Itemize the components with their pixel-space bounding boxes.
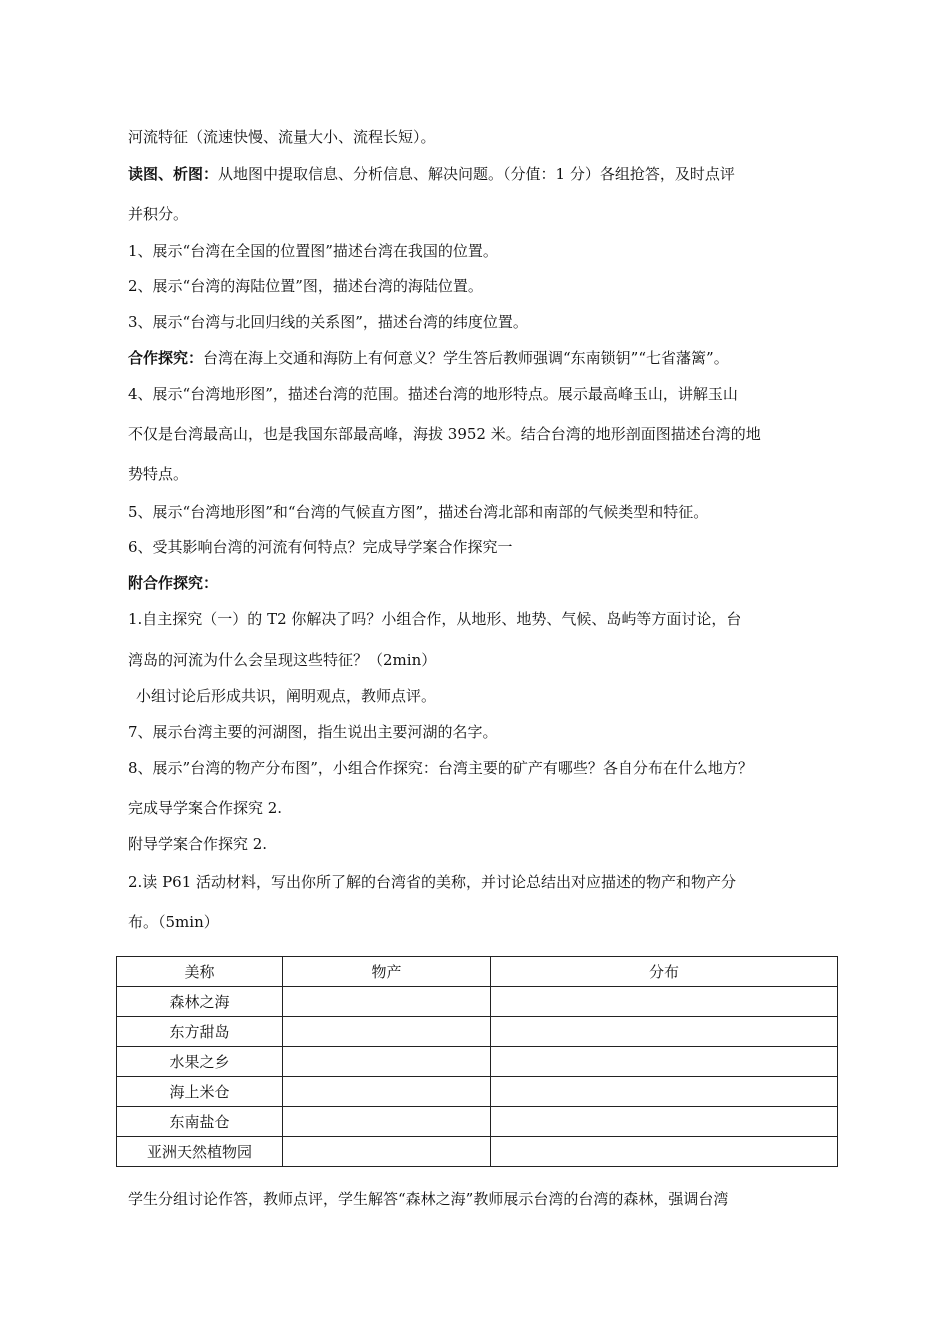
table-header-cell: 物产 xyxy=(283,957,491,987)
table-cell: 森林之海 xyxy=(117,987,283,1017)
nickname-table xyxy=(116,956,838,1167)
table-cell xyxy=(283,1077,491,1107)
table-cell xyxy=(283,1107,491,1137)
text-line: 并积分。 xyxy=(128,205,189,223)
text-line: 7、展示台湾主要的河湖图，指生说出主要河湖的名字。 xyxy=(128,723,498,741)
table-cell xyxy=(283,1047,491,1077)
heading-attached-inquiry: 附合作探究： xyxy=(128,574,219,592)
table-cell xyxy=(283,1017,491,1047)
table-cell xyxy=(491,1047,838,1077)
text-line: 读图、析图：从地图中提取信息、分析信息、解决问题。（分值：1 分）各组抢答，及时点评 xyxy=(128,165,735,183)
table-cell xyxy=(283,1137,491,1167)
text-line: 1、展示“台湾在全国的位置图”描述台湾在我国的位置。 xyxy=(128,242,498,260)
text-line: 湾岛的河流为什么会呈现这些特征？（2min） xyxy=(128,651,437,669)
table-cell xyxy=(491,1077,838,1107)
table-header-row xyxy=(117,957,838,987)
table-row xyxy=(117,1077,838,1107)
table-cell xyxy=(491,987,838,1017)
label-cooperative-inquiry: 合作探究： xyxy=(128,349,204,367)
text-line: 附导学案合作探究 2. xyxy=(128,835,268,853)
text-line: 合作探究：台湾在海上交通和海防上有何意义？学生答后教师强调“东南锁钥”“七省藩篱”。 xyxy=(128,349,729,367)
text-line: 2.读 P61 活动材料，写出你所了解的台湾省的美称，并讨论总结出对应描述的物产和物产分 xyxy=(128,873,737,891)
table-cell xyxy=(491,1107,838,1137)
table-cell: 东南盐仓 xyxy=(117,1107,283,1137)
table-cell xyxy=(491,1137,838,1167)
text-line: 河流特征（流速快慢、流量大小、流程长短）。 xyxy=(128,128,436,146)
text-line: 3、展示“台湾与北回归线的关系图”，描述台湾的纬度位置。 xyxy=(128,313,528,331)
text-line: 6、受其影响台湾的河流有何特点？完成导学案合作探究一 xyxy=(128,538,513,556)
text-line: 4、展示“台湾地形图”，描述台湾的范围。描述台湾的地形特点。展示最高峰玉山，讲解玉山 xyxy=(128,385,738,403)
text-line: 小组讨论后形成共识，阐明观点，教师点评。 xyxy=(136,687,437,705)
table-row xyxy=(117,987,838,1017)
table-cell: 水果之乡 xyxy=(117,1047,283,1077)
table-cell: 海上米仓 xyxy=(117,1077,283,1107)
table-header-cell: 美称 xyxy=(117,957,283,987)
label-read-map: 读图、析图： xyxy=(128,165,219,183)
text-line: 不仅是台湾最高山，也是我国东部最高峰，海拔 3952 米。结合台湾的地形剖面图描述台湾的地 xyxy=(128,425,761,443)
table-cell xyxy=(491,1017,838,1047)
text-line: 1.自主探究（一）的 T2 你解决了吗？小组合作，从地形、地势、气候、岛屿等方面讨论，台 xyxy=(128,610,742,628)
table-cell: 东方甜岛 xyxy=(117,1017,283,1047)
text-line: 势特点。 xyxy=(128,465,189,483)
table-row xyxy=(117,1137,838,1167)
text-line: 8、展示”台湾的物产分布图”，小组合作探究：台湾主要的矿产有哪些？各自分布在什么地方？ xyxy=(128,759,753,777)
text-line: 布。（5min） xyxy=(128,913,219,931)
text-line: 5、展示“台湾地形图”和“台湾的气候直方图”，描述台湾北部和南部的气候类型和特征。 xyxy=(128,503,709,521)
table-row xyxy=(117,1107,838,1137)
text-line: 学生分组讨论作答，教师点评，学生解答“森林之海”教师展示台湾的台湾的森林，强调台湾 xyxy=(128,1190,729,1208)
table-row xyxy=(117,1017,838,1047)
text-line: 2、展示“台湾的海陆位置”图，描述台湾的海陆位置。 xyxy=(128,277,483,295)
table-row xyxy=(117,1047,838,1077)
table-cell: 亚洲天然植物园 xyxy=(117,1137,283,1167)
table-cell xyxy=(283,987,491,1017)
table-header-cell: 分布 xyxy=(491,957,838,987)
text-line: 完成导学案合作探究 2. xyxy=(128,799,283,817)
